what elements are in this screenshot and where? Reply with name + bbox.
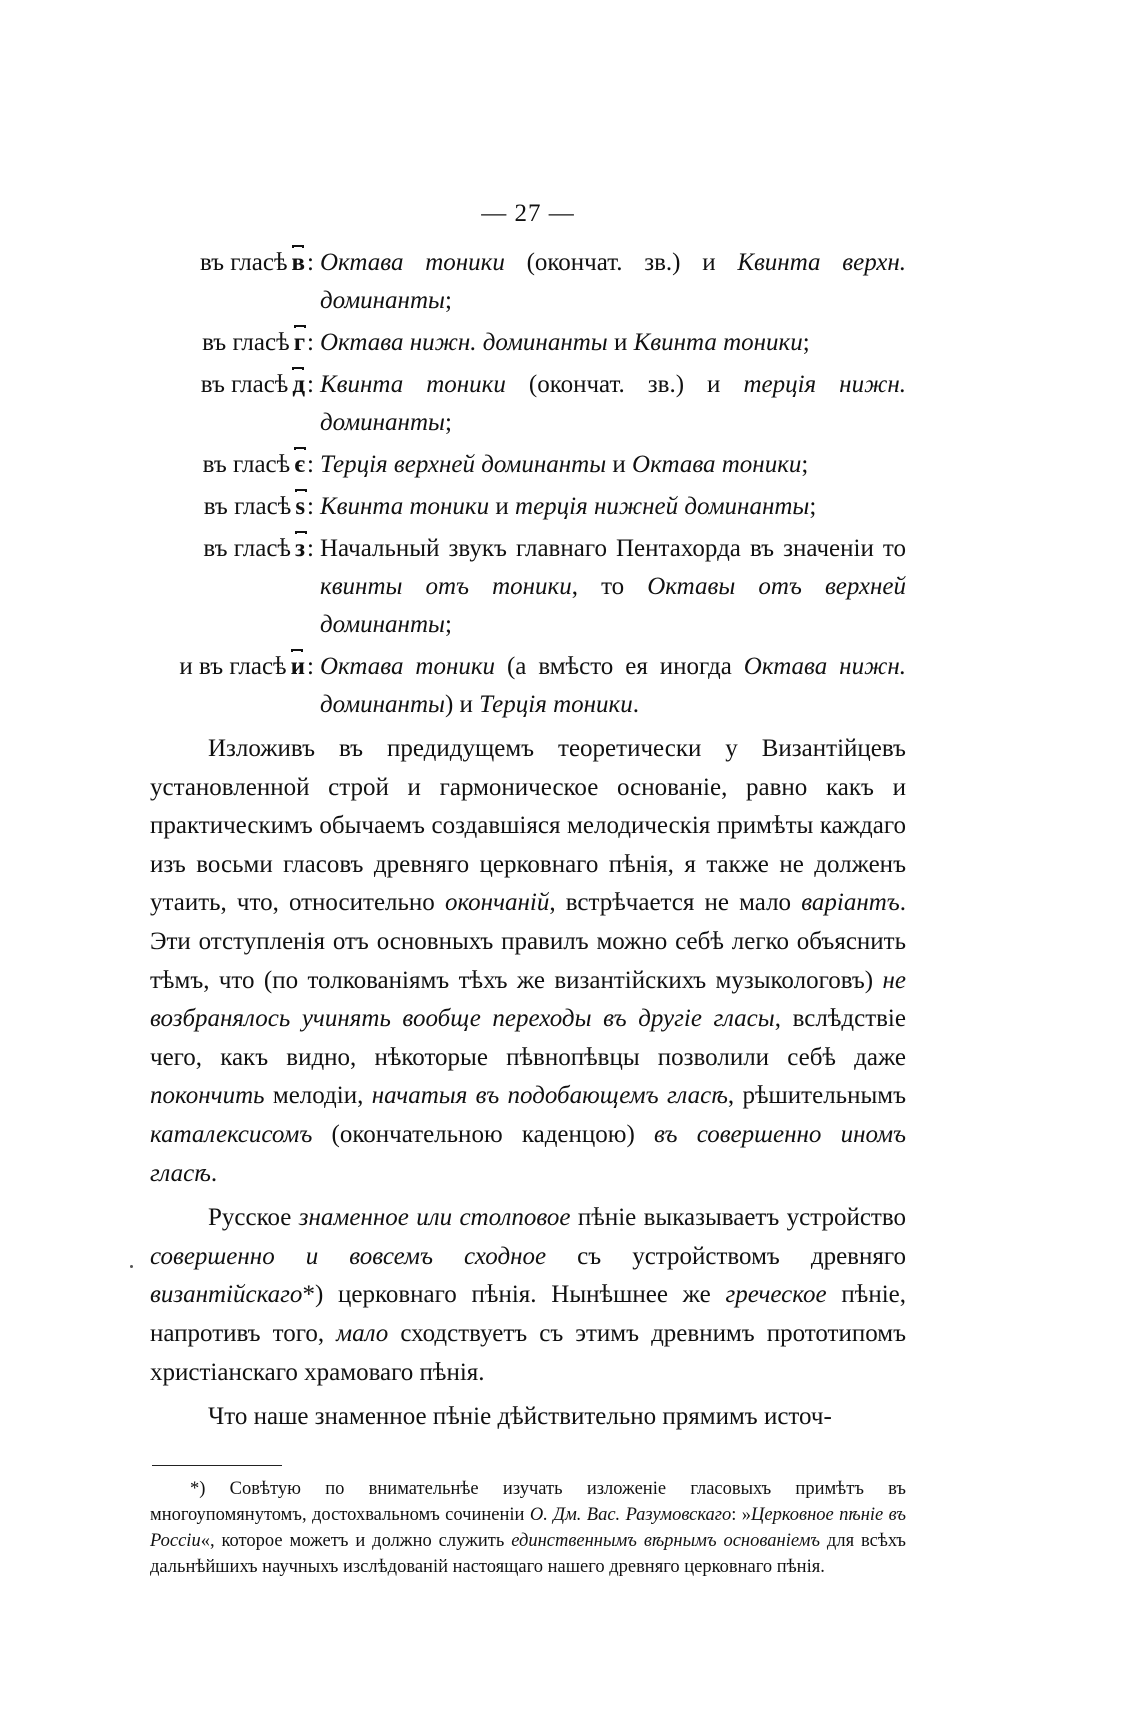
text-run: сходствуетъ съ этимъ древнимъ прототипомъ христіанскаго храмоваго пѣнія. xyxy=(150,1319,906,1386)
text-run: и xyxy=(489,493,516,520)
italic-text-run: Квинта тоники xyxy=(633,329,803,356)
italic-text-run: терція нижней доминанты xyxy=(515,493,810,520)
mode-label-text: въ гласѣ xyxy=(203,493,292,520)
mode-row xyxy=(150,366,906,442)
italic-text-run: Октава нижн. доминанты xyxy=(320,653,906,718)
italic-text-run: начатыя въ подобающемъ гласѣ xyxy=(371,1082,728,1110)
mode-ending-list xyxy=(150,244,906,724)
footnote-divider xyxy=(152,1465,282,1466)
mode-row xyxy=(150,324,906,362)
page-number: — 27 — xyxy=(481,200,575,227)
mode-description xyxy=(320,446,906,484)
text-run: пѣніе выказываетъ устройство xyxy=(570,1204,906,1232)
mode-row xyxy=(150,446,906,484)
mode-description xyxy=(320,324,906,362)
mode-label: въ гласѣ д: xyxy=(150,366,320,404)
mode-row xyxy=(150,244,906,320)
text-run: , встрѣчается не мало xyxy=(549,889,802,917)
mode-label-text: въ гласѣ xyxy=(202,451,291,478)
text-run: , вслѣдствіе чего, какъ видно, нѣкоторые пѣвнопѣвцы позволили себѣ даже xyxy=(150,1005,906,1071)
text-run: , рѣшительнымъ xyxy=(727,1082,907,1110)
text-run: ; xyxy=(444,611,452,638)
mode-row xyxy=(150,648,906,724)
text-run: . xyxy=(210,1159,218,1187)
text-run: : » xyxy=(731,1504,752,1525)
italic-text-run: Терція тоники xyxy=(479,691,633,718)
italic-text-run: терція нижн. доминанты xyxy=(320,371,906,436)
mode-number-glyph: в xyxy=(292,244,306,282)
mode-label: въ гласѣ з: xyxy=(150,530,320,568)
mode-number-glyph: г xyxy=(294,324,305,362)
mode-label-text: и въ гласѣ xyxy=(179,653,287,680)
mode-number-glyph: є xyxy=(294,446,305,484)
text-run: ; xyxy=(444,409,452,436)
text-run: «, которое можетъ и должно служить xyxy=(200,1530,512,1551)
mode-label-text: въ гласѣ xyxy=(202,329,290,356)
text-run: , то xyxy=(571,573,648,600)
body-paragraph xyxy=(150,1199,906,1392)
text-run: ; xyxy=(802,329,810,356)
mode-row xyxy=(150,530,906,644)
text-run: и xyxy=(607,329,634,356)
italic-text-run: въ совершенно иномъ гласѣ xyxy=(150,1120,907,1187)
text-run: съ устройствомъ древняго xyxy=(546,1242,906,1270)
mode-number-glyph: ѕ xyxy=(295,488,305,526)
italic-text-run: совершенно и вовсемъ сходное xyxy=(150,1242,547,1270)
footnote xyxy=(150,1476,906,1580)
mode-label: въ гласѣ є: xyxy=(150,446,320,484)
italic-text-run: Церковное пѣніе въ Россіи xyxy=(150,1504,907,1551)
italic-text-run: Октава тоники xyxy=(320,653,496,680)
text-run: ; xyxy=(801,451,809,478)
text-run: . Эти отступленія отъ основныхъ правилъ можно себѣ легко объяснить тѣмъ, что (по толкованіямъ тѣхъ же византійскихъ музыкологовъ) xyxy=(150,889,906,994)
italic-text-run: Терція верхней доминанты xyxy=(320,451,607,478)
italic-text-run: Октава тоники xyxy=(320,249,505,276)
text-run: Начальный звукъ главнаго Пентахорда въ значеніи то xyxy=(320,535,906,562)
italic-text-run: Квинта верхн. доминанты xyxy=(320,249,906,314)
print-speck xyxy=(130,1265,133,1268)
mode-label: въ гласѣ ѕ: xyxy=(150,488,320,526)
mode-label: въ гласѣ в: xyxy=(150,244,320,282)
mode-label-text: въ гласѣ xyxy=(199,249,288,276)
italic-text-run: Квинта тоники xyxy=(320,493,490,520)
italic-text-run: каталексисомъ xyxy=(150,1120,313,1148)
italic-text-run: не возбранялось учинять вообще переходы въ другіе гласы xyxy=(150,966,906,1033)
mode-description xyxy=(320,488,906,526)
mode-description xyxy=(320,648,906,724)
text-run: (окончательною каденцою) xyxy=(312,1120,654,1148)
italic-text-run: Октавы отъ верхней доминанты xyxy=(320,573,906,638)
text-run: (а вмѣсто ея иногда xyxy=(495,653,744,680)
mode-number-glyph: з xyxy=(295,530,305,568)
mode-label: и въ гласѣ и: xyxy=(150,648,320,686)
text-run: пѣніе, напротивъ того, xyxy=(150,1281,906,1347)
italic-text-run: покончить xyxy=(150,1082,265,1110)
mode-description xyxy=(320,366,906,442)
text-run: (окончат. зв.) и xyxy=(504,249,738,276)
italic-text-run: мало xyxy=(336,1319,389,1347)
mode-row xyxy=(150,488,906,526)
text-run: (окончат. зв.) и xyxy=(505,371,744,398)
text-run: . xyxy=(632,691,639,718)
italic-text-run: греческое xyxy=(725,1281,827,1309)
italic-text-run: О. Дм. Вас. Разумовскаго xyxy=(529,1504,732,1525)
italic-text-run: квинты отъ тоники xyxy=(320,573,572,600)
text-run: ) и xyxy=(444,691,480,718)
text-run: ; xyxy=(809,493,817,520)
text-run: Что наше знаменное пѣніе дѣйствительно прямимъ источ- xyxy=(208,1403,832,1431)
italic-text-run: единственнымъ вѣрнымъ основаніемъ xyxy=(511,1530,820,1551)
body-paragraph xyxy=(150,1398,906,1437)
italic-text-run: Квинта тоники xyxy=(320,371,506,398)
body-paragraph xyxy=(150,730,906,1193)
text-run: мелодіи, xyxy=(264,1082,372,1110)
text-run: и xyxy=(606,451,633,478)
text-run: Русское xyxy=(208,1204,299,1232)
italic-text-run: окончаній xyxy=(444,889,550,917)
italic-text-run: Октава тоники xyxy=(632,451,802,478)
mode-label-text: въ гласѣ xyxy=(200,371,289,398)
italic-text-run: византійскаго xyxy=(150,1281,303,1309)
mode-number-glyph: д xyxy=(292,366,305,404)
mode-description xyxy=(320,244,906,320)
text-run: Изложивъ въ предидущемъ теоретически у Византійцевъ установленной строй и гармоническое основаніе, равно какъ и практическимъ обычаемъ создавшіяся мелодическія примѣты каждаго изъ восьми гласовъ древняго церковнаго пѣнія, я также не долженъ утаить, что, относительно xyxy=(150,735,906,917)
text-run: *) Совѣтую по внимательнѣе изучать изложеніе гласовыхъ примѣтъ въ многоупомянутомъ, достохвальномъ сочиненіи xyxy=(150,1478,906,1525)
italic-text-run: варіантъ xyxy=(801,889,900,917)
text-run: ; xyxy=(444,287,452,314)
italic-text-run: знаменное или столповое xyxy=(298,1204,571,1232)
mode-label-text: въ гласѣ xyxy=(203,535,291,562)
book-page xyxy=(150,200,906,1580)
mode-label: въ гласѣ г: xyxy=(150,324,320,362)
text-run: *) церковнаго пѣнія. Нынѣшнее же xyxy=(302,1281,726,1309)
text-run: для всѣхъ дальнѣйшихъ научныхъ изслѣдованій настоящаго нашего древняго церковнаго пѣнія. xyxy=(150,1530,906,1577)
mode-description xyxy=(320,530,906,644)
mode-number-glyph: и xyxy=(291,648,305,686)
italic-text-run: Октава нижн. доминанты xyxy=(320,329,608,356)
